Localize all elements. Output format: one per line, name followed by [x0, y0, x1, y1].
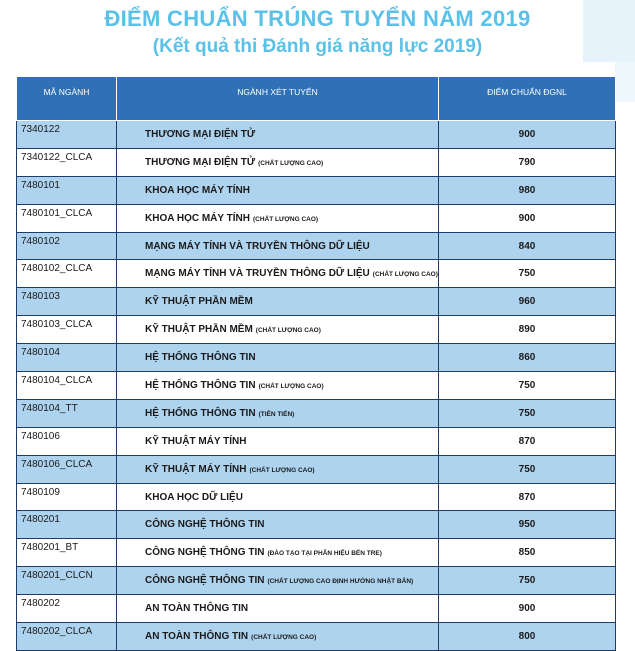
table-row	[17, 204, 616, 232]
table-row	[17, 511, 616, 539]
major-code-cell: 7480201	[17, 511, 117, 539]
score-cell: 850	[439, 539, 616, 567]
major-code-cell: 7480106	[17, 427, 117, 455]
major-name-cell	[117, 344, 439, 372]
major-name: HỆ THỐNG THÔNG TIN	[145, 407, 256, 419]
major-note: (TIÊN TIẾN)	[258, 410, 295, 418]
score-cell: 900	[439, 595, 616, 623]
major-name: THƯƠNG MẠI ĐIỆN TỬ	[145, 128, 256, 140]
table-row	[17, 539, 616, 567]
corner-decoration-secondary	[615, 62, 635, 102]
major-name-cell	[117, 204, 439, 232]
table-row	[17, 288, 616, 316]
major-name: CÔNG NGHỆ THÔNG TIN	[145, 519, 265, 531]
score-cell: 980	[439, 176, 616, 204]
major-code-cell: 7480102_CLCA	[17, 260, 117, 288]
major-code-cell: 7340122_CLCA	[17, 148, 117, 176]
table-row	[17, 260, 616, 288]
score-cell: 900	[439, 121, 616, 149]
major-name: KHOA HỌC DỮ LIỆU	[145, 491, 243, 503]
major-name-cell	[117, 539, 439, 567]
major-name: KỸ THUẬT PHẦN MỀM	[145, 324, 253, 336]
table-row	[17, 455, 616, 483]
table-row	[17, 567, 616, 595]
table-row	[17, 372, 616, 400]
score-cell: 790	[439, 148, 616, 176]
score-cell: 890	[439, 316, 616, 344]
score-cell: 750	[439, 567, 616, 595]
major-name-cell	[117, 176, 439, 204]
major-name: KHOA HỌC MÁY TÍNH	[145, 212, 250, 224]
major-name: HỆ THỐNG THÔNG TIN	[145, 352, 256, 364]
major-note: (CHẤT LƯỢNG CAO)	[253, 215, 319, 223]
score-cell: 840	[439, 232, 616, 260]
major-note: (CHẤT LƯỢNG CAO)	[258, 382, 324, 390]
major-note: (CHẤT LƯỢNG CAO ĐỊNH HƯỚNG NHẬT BẢN)	[267, 578, 414, 586]
major-code-cell: 7340122	[17, 121, 117, 149]
major-name-cell	[117, 399, 439, 427]
major-name-cell	[117, 232, 439, 260]
score-cell: 900	[439, 204, 616, 232]
major-code-cell: 7480102	[17, 232, 117, 260]
table-header-row	[17, 77, 616, 121]
header-code: MÃ NGÀNH	[17, 77, 117, 121]
major-code-cell: 7480201_CLCN	[17, 567, 117, 595]
major-name: KỸ THUẬT PHẦN MỀM	[145, 296, 253, 308]
major-note: (ĐÀO TẠO TẠI PHÂN HIỆU BẾN TRE)	[267, 550, 382, 558]
major-name: MẠNG MÁY TÍNH VÀ TRUYỀN THÔNG DỮ LIỆU	[145, 240, 370, 252]
major-name: THƯƠNG MẠI ĐIỆN TỬ	[145, 156, 256, 168]
table-body	[17, 121, 616, 651]
table-row	[17, 148, 616, 176]
table-row	[17, 232, 616, 260]
major-code-cell: 7480103	[17, 288, 117, 316]
table-row	[17, 595, 616, 623]
page-subtitle: (Kết quả thi Đánh giá năng lực 2019)	[152, 36, 483, 57]
table-row	[17, 427, 616, 455]
table-row	[17, 121, 616, 149]
major-note: (CHẤT LƯỢNG CAO)	[249, 466, 315, 474]
major-code-cell: 7480202_CLCA	[17, 623, 117, 651]
major-note: (CHẤT LƯỢNG CAO)	[258, 159, 324, 167]
major-name-cell	[117, 372, 439, 400]
major-name-cell	[117, 483, 439, 511]
major-code-cell: 7480101_CLCA	[17, 204, 117, 232]
major-code-cell: 7480104_CLCA	[17, 372, 117, 400]
major-name: KỸ THUẬT MÁY TÍNH	[145, 435, 247, 447]
major-code-cell: 7480201_BT	[17, 539, 117, 567]
score-cell: 950	[439, 511, 616, 539]
major-code-cell: 7480109	[17, 483, 117, 511]
major-name-cell	[117, 316, 439, 344]
major-code-cell: 7480202	[17, 595, 117, 623]
score-cell: 860	[439, 344, 616, 372]
major-name-cell	[117, 595, 439, 623]
table-row	[17, 344, 616, 372]
major-code-cell: 7480106_CLCA	[17, 455, 117, 483]
table-row	[17, 316, 616, 344]
major-name: KỸ THUẬT MÁY TÍNH	[145, 463, 247, 475]
major-name-cell	[117, 288, 439, 316]
score-table	[16, 76, 616, 651]
score-cell: 750	[439, 455, 616, 483]
major-name-cell	[117, 121, 439, 149]
major-name-cell	[117, 567, 439, 595]
major-name: AN TOÀN THÔNG TIN	[145, 630, 249, 642]
major-name-cell	[117, 427, 439, 455]
major-note: (CHẤT LƯỢNG CAO)	[255, 327, 321, 335]
score-cell: 960	[439, 288, 616, 316]
major-code-cell: 7480104_TT	[17, 399, 117, 427]
major-name-cell	[117, 511, 439, 539]
score-cell: 750	[439, 260, 616, 288]
major-name-cell	[117, 260, 439, 288]
major-name: MẠNG MÁY TÍNH VÀ TRUYỀN THÔNG DỮ LIỆU	[145, 268, 370, 280]
major-code-cell: 7480101	[17, 176, 117, 204]
major-name: AN TOÀN THÔNG TIN	[145, 603, 249, 615]
page-title: ĐIỂM CHUẨN TRÚNG TUYỂN NĂM 2019	[104, 6, 531, 31]
major-note: (CHẤT LƯỢNG CAO)	[372, 271, 438, 279]
score-cell: 870	[439, 427, 616, 455]
major-code-cell: 7480103_CLCA	[17, 316, 117, 344]
major-name: KHOA HỌC MÁY TÍNH	[145, 184, 250, 196]
major-name: HỆ THỐNG THÔNG TIN	[145, 379, 256, 391]
table-row	[17, 483, 616, 511]
table-row	[17, 399, 616, 427]
major-code-cell: 7480104	[17, 344, 117, 372]
score-cell: 750	[439, 372, 616, 400]
major-name-cell	[117, 455, 439, 483]
score-cell: 800	[439, 623, 616, 651]
header-score: ĐIỂM CHUẨN ĐGNL	[439, 77, 616, 121]
major-name: CÔNG NGHỆ THÔNG TIN	[145, 575, 265, 587]
major-name-cell	[117, 148, 439, 176]
table-row	[17, 623, 616, 651]
score-cell: 870	[439, 483, 616, 511]
score-table-container	[16, 76, 615, 642]
major-note: (CHẤT LƯỢNG CAO)	[251, 633, 317, 641]
score-cell: 750	[439, 399, 616, 427]
header-major: NGÀNH XÉT TUYỂN	[117, 77, 439, 121]
major-name: CÔNG NGHỆ THÔNG TIN	[145, 547, 265, 559]
table-row	[17, 176, 616, 204]
major-name-cell	[117, 623, 439, 651]
